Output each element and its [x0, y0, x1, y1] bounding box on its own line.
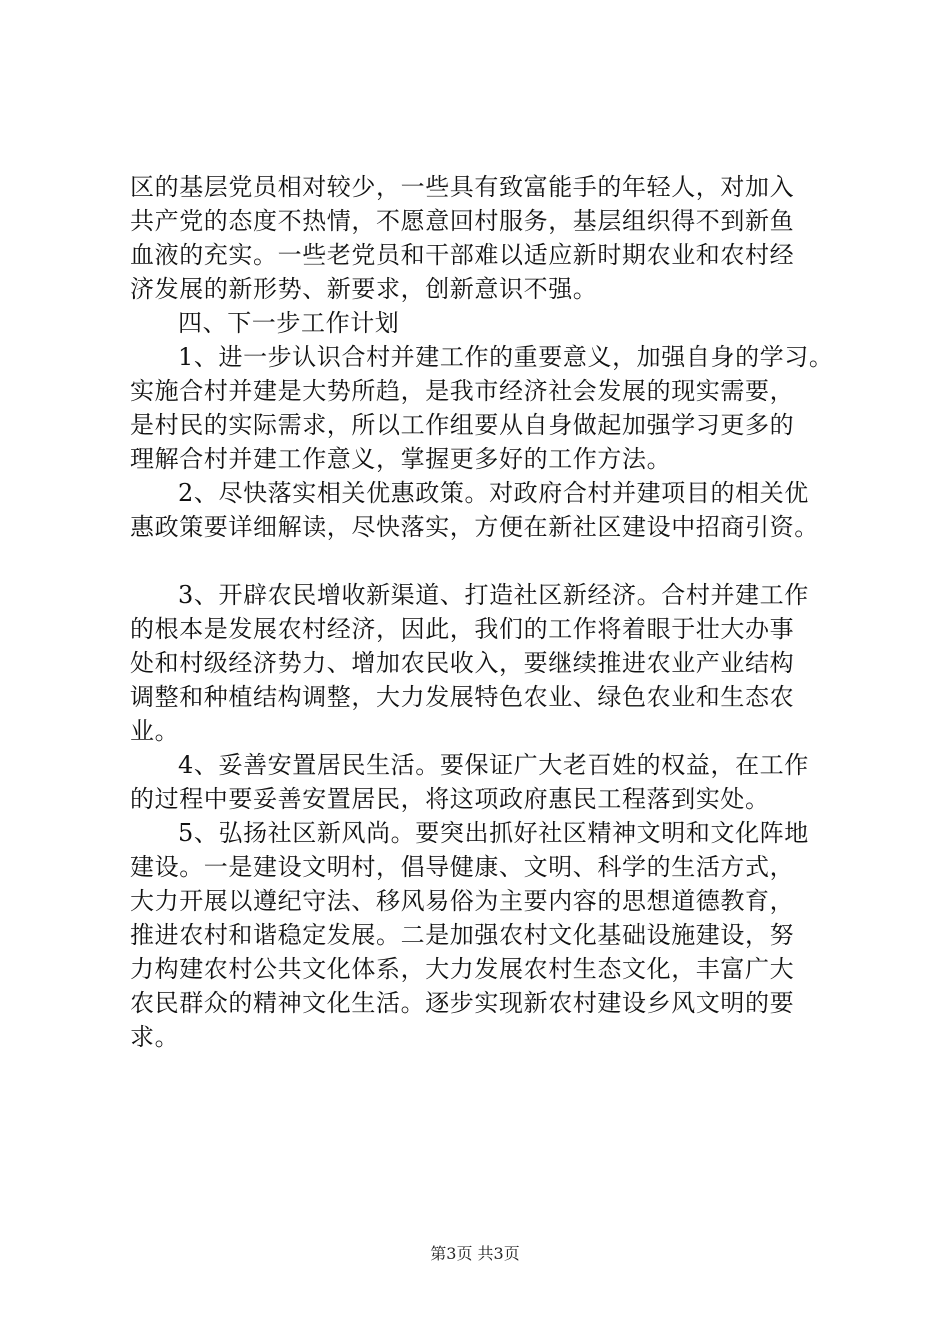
- text-line: 是村民的实际需求，所以工作组要从自身做起加强学习更多的: [130, 411, 795, 439]
- text-line: 3、开辟农民增收新渠道、打造社区新经济。合村并建工作: [178, 581, 809, 609]
- text-line: 求。: [130, 1023, 180, 1051]
- text-line: 调整和种植结构调整，大力发展特色农业、绿色农业和生态农: [130, 683, 795, 711]
- text-line: 理解合村并建工作意义，掌握更多好的工作方法。: [130, 445, 672, 473]
- text-line: 实施合村并建是大势所趋，是我市经济社会发展的现实需要，: [130, 377, 795, 405]
- text-line: 惠政策要详细解读，尽快落实，方便在新社区建设中招商引资。: [130, 513, 819, 541]
- text-line: 血液的充实。一些老党员和干部难以适应新时期农业和农村经: [130, 241, 795, 269]
- text-line: 区的基层党员相对较少，一些具有致富能手的年轻人，对加入: [130, 173, 795, 201]
- text-line: 推进农村和谐稳定发展。二是加强农村文化基础设施建设，努: [130, 921, 795, 949]
- text-line: 1、进一步认识合村并建工作的重要意义，加强自身的学习。: [178, 343, 834, 371]
- document-body: [130, 170, 845, 1054]
- text-line: 建设。一是建设文明村，倡导健康、文明、科学的生活方式，: [130, 853, 795, 881]
- text-line: 业。: [130, 717, 180, 745]
- section-heading: 四、下一步工作计划: [178, 309, 400, 337]
- text-line: 4、妥善安置居民生活。要保证广大老百姓的权益，在工作: [178, 751, 809, 779]
- text-line: 处和村级经济势力、增加农民收入，要继续推进农业产业结构: [130, 649, 795, 677]
- text-line: 的过程中要妥善安置居民，将这项政府惠民工程落到实处。: [130, 785, 770, 813]
- text-line: 的根本是发展农村经济，因此，我们的工作将着眼于壮大办事: [130, 615, 795, 643]
- paragraph-gap: [130, 544, 845, 578]
- text-line: 大力开展以遵纪守法、移风易俗为主要内容的思想道德教育，: [130, 887, 795, 915]
- text-line: 农民群众的精神文化生活。逐步实现新农村建设乡风文明的要: [130, 989, 795, 1017]
- page-number-footer: 第3页 共3页: [430, 1244, 520, 1263]
- text-line: 济发展的新形势、新要求，创新意识不强。: [130, 275, 598, 303]
- text-line: 共产党的态度不热情，不愿意回村服务，基层组织得不到新鱼: [130, 207, 795, 235]
- text-line: 力构建农村公共文化体系，大力发展农村生态文化，丰富广大: [130, 955, 795, 983]
- text-line: 2、尽快落实相关优惠政策。对政府合村并建项目的相关优: [178, 479, 809, 507]
- text-line: 5、弘扬社区新风尚。要突出抓好社区精神文明和文化阵地: [178, 819, 809, 847]
